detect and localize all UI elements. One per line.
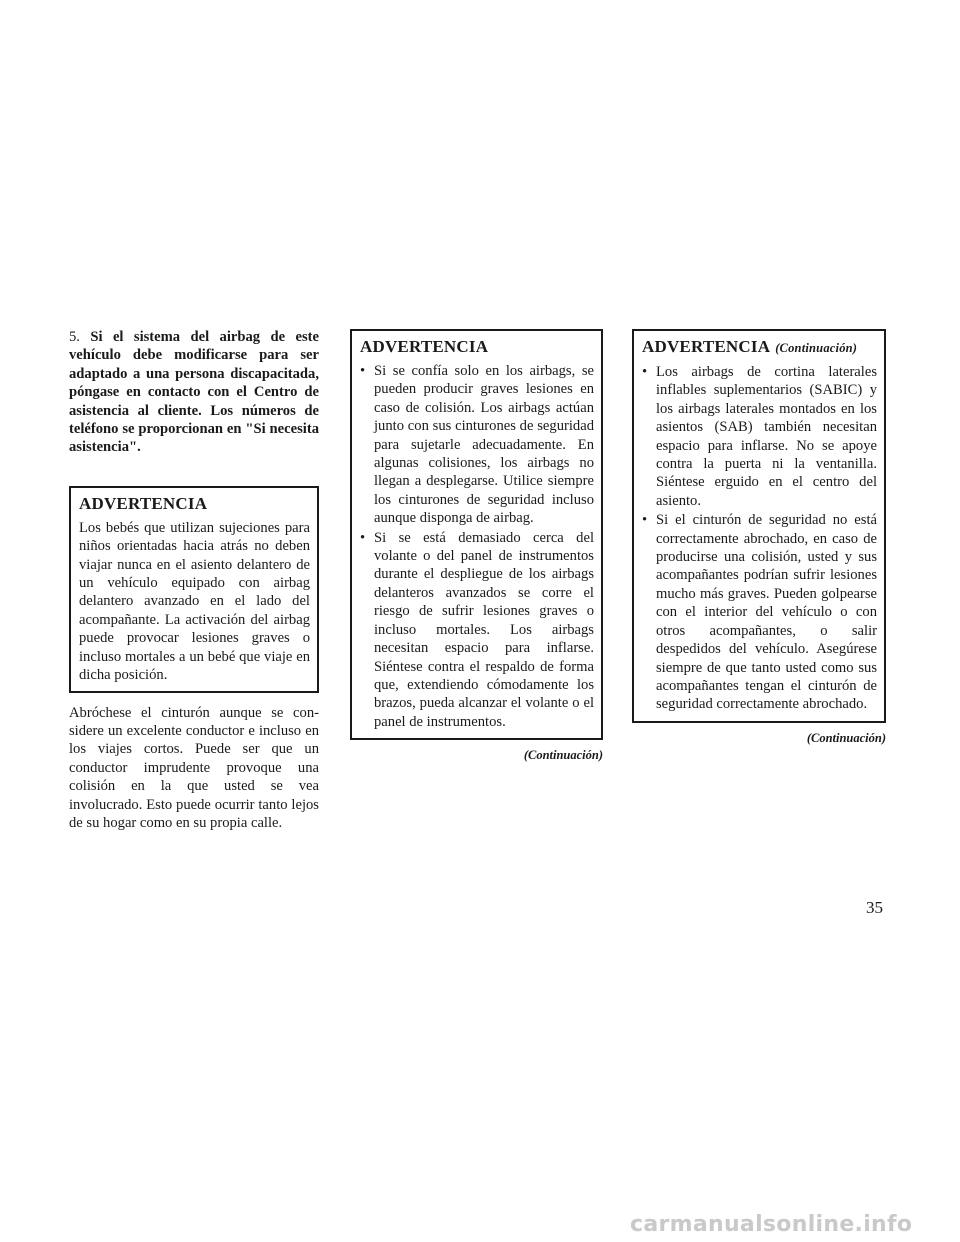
warning-box-continued — [632, 329, 886, 723]
column-2 — [350, 329, 603, 765]
warning-bullet: • Si se está demasiado cerca del volante o del panel de instrumentos durante el despliegue de los airbags delanteros avanzados se corre el riesgo de sufrir lesiones graves o incluso mortales. Los airbags necesitan espacio para inflarse. Siéntese contra el respaldo de forma que, extendiendo cómodamente los brazos, pueda alcanzar el volante o el panel de instrumentos. — [360, 529, 594, 731]
warning-box-infants — [69, 486, 319, 693]
warning-text: Los bebés que utilizan sujeciones para niños orientadas hacia atrás no deben viajar nunca en el asiento delantero de un vehículo equipado con airbag delantero avanzado en el lado del acompañante. La activación del airbag puede provocar lesiones graves o incluso mortales a un bebé que viaje en dicha posición. — [79, 519, 310, 684]
warning-title-row — [642, 337, 877, 358]
warning-title: ADVERTENCIA — [79, 493, 208, 513]
item-bold-text: Si el sistema del airbag de este vehículo debe modificarse para ser adaptado a una persona discapacitada, póngase en contacto con el Centro de asistencia al cliente. Los números de teléfono se proporcionan en "Si necesita asistencia". — [69, 329, 320, 456]
seatbelt-paragraph: Abróchese el cinturón aunque se considere un excelente conductor e incluso en los viajes cortos. Puede ser que un conductor imprudente provoque una colisión en la que usted se vea involucrado. Esto puede ocurrir tanto lejos de su hogar como en su propia calle. — [69, 704, 319, 831]
warning-bullet: • Si se confía solo en los airbags, se pueden producir graves lesiones en caso de colisión. Los airbags actúan junto con sus cinturones de seguridad para sujetarle adecuadamente. En algunas colisiones, los airbags no llegan a desplegarse. Utilice siempre los cinturones de seguridad incluso aunque disponga de airbag. — [360, 362, 594, 528]
watermark: carmanualsonline.info — [630, 1212, 913, 1237]
numbered-item-5 — [69, 328, 319, 457]
warning-title: ADVERTENCIA — [360, 337, 489, 356]
warning-title: ADVERTENCIA — [642, 337, 771, 356]
column-1 — [69, 328, 319, 832]
warning-bullet: • Los airbags de cortina laterales inflables suplementarios (SABIC) y los airbags laterales montados en los asientos (SAB) también necesitan espacio para inflarse. No se apoye contra la puerta ni la ventanilla. Siéntese erguido en el centro del asiento. — [642, 363, 877, 510]
title-continuation: (Continuación) — [775, 341, 858, 355]
column-3 — [632, 329, 886, 747]
warning-box-airbags — [350, 329, 603, 740]
page-number: 35 — [866, 898, 883, 917]
warning-bullet-list — [360, 362, 594, 731]
item-number: 5. — [69, 329, 80, 345]
warning-bullet: • Si el cinturón de seguridad no está correctamente abrochado, en caso de producirse una colisión, usted y sus acompañantes podrían sufrir lesiones mucho más graves. Pueden golpearse con el interior del vehículo o con otros acompañantes, o salir despedidos del vehículo. Asegúrese siempre de que tanto usted como sus acompañantes tengan el cinturón de seguridad correctamente abrochado. — [642, 511, 877, 713]
warning-bullet-list — [642, 363, 877, 714]
continuation-note: (Continuación) — [806, 730, 886, 745]
continuation-note: (Continuación) — [523, 748, 603, 763]
